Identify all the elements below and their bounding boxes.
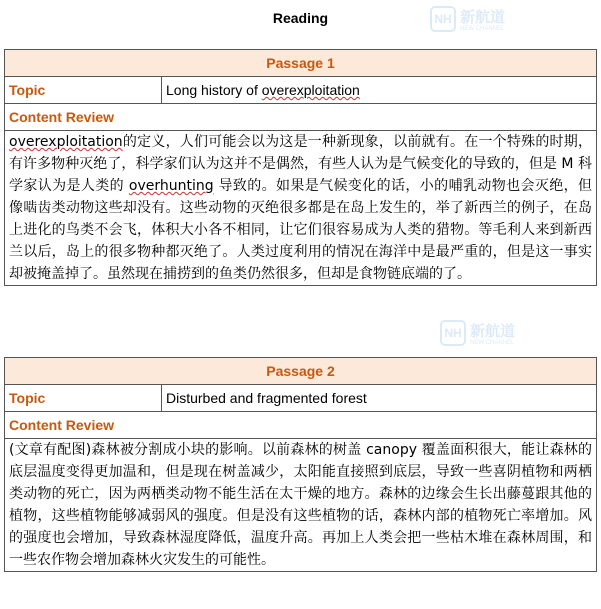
content-review-text — [5, 131, 597, 286]
topic-prefix: Long history of — [166, 82, 262, 98]
topic-value: Disturbed and fragmented forest — [162, 385, 597, 412]
watermark-text: 新航道 — [460, 7, 506, 26]
review-text-part: 的定义，人们可能会以为这是一种新现象，以前就有。在一个特殊的时期，有许多物种灭绝了，科学家们认为这并不是偶然，有些人认为是气候变化的导致的，但是 M 科学家认为是人类的 — [9, 134, 592, 194]
watermark-subtext: NEW CHANNEL — [470, 339, 515, 346]
review-term: overexploitation — [9, 134, 123, 150]
review-term: overhunting — [128, 178, 214, 194]
topic-value — [162, 77, 597, 104]
content-review-label: Content Review — [5, 104, 597, 131]
watermark-logo-icon: NH — [430, 6, 456, 32]
passage-heading: Passage 1 — [5, 50, 597, 77]
review-text-part: 导致的。如果是气候变化的话，小的哺乳动物也会灭绝，但像啮齿类动物这些却没有。这些动物的灭绝很多都是在岛上发生的，举了新西兰的例子，在岛上进化的鸟类不会飞，体积大小各不相同，让它们很容易成为人类的猎物。等毛利人来到新西兰以后，岛上的很多物种都灭绝了。人类过度利用的情况在海洋中是最严重的，但是这一事实却被掩盖掉了。虽然现在捕捞到的鱼类仍然很多，但却是食物链底端的了。 — [9, 178, 592, 282]
passage-2-table — [4, 357, 597, 572]
passage-1-table — [4, 49, 597, 286]
passage-heading: Passage 2 — [5, 358, 597, 385]
watermark-middle — [440, 320, 515, 346]
content-review-label: Content Review — [5, 412, 597, 439]
watermark-subtext: NEW CHANNEL — [460, 25, 505, 32]
watermark-text: 新航道 — [470, 321, 516, 340]
watermark-logo-icon: NH — [440, 320, 466, 346]
topic-label: Topic — [5, 385, 162, 412]
content-review-text: (文章有配图)森林被分割成小块的影响。以前森林的树盖 canopy 覆盖面积很大，能让森林的底层温度变得更加温和，但是现在树盖减少，太阳能直接照到底层，导致一些喜阴植物和两栖类动物的死亡，因为两栖类动物不能生活在太干燥的地方。森林的边缘会生长出藤蔓跟其他的植物，这些植物能够减弱风的强度。但是没有这些植物的话，森林内部的植物死亡率增加。风的强度也会增加，导致森林湿度降低，温度升高。再加上人类会把一些枯木堆在森林周围，和一些农作物会增加森林火灾发生的可能性。 — [5, 439, 597, 572]
topic-label: Topic — [5, 77, 162, 104]
topic-term: overexploitation — [261, 82, 360, 98]
page-title: Reading — [272, 10, 329, 26]
